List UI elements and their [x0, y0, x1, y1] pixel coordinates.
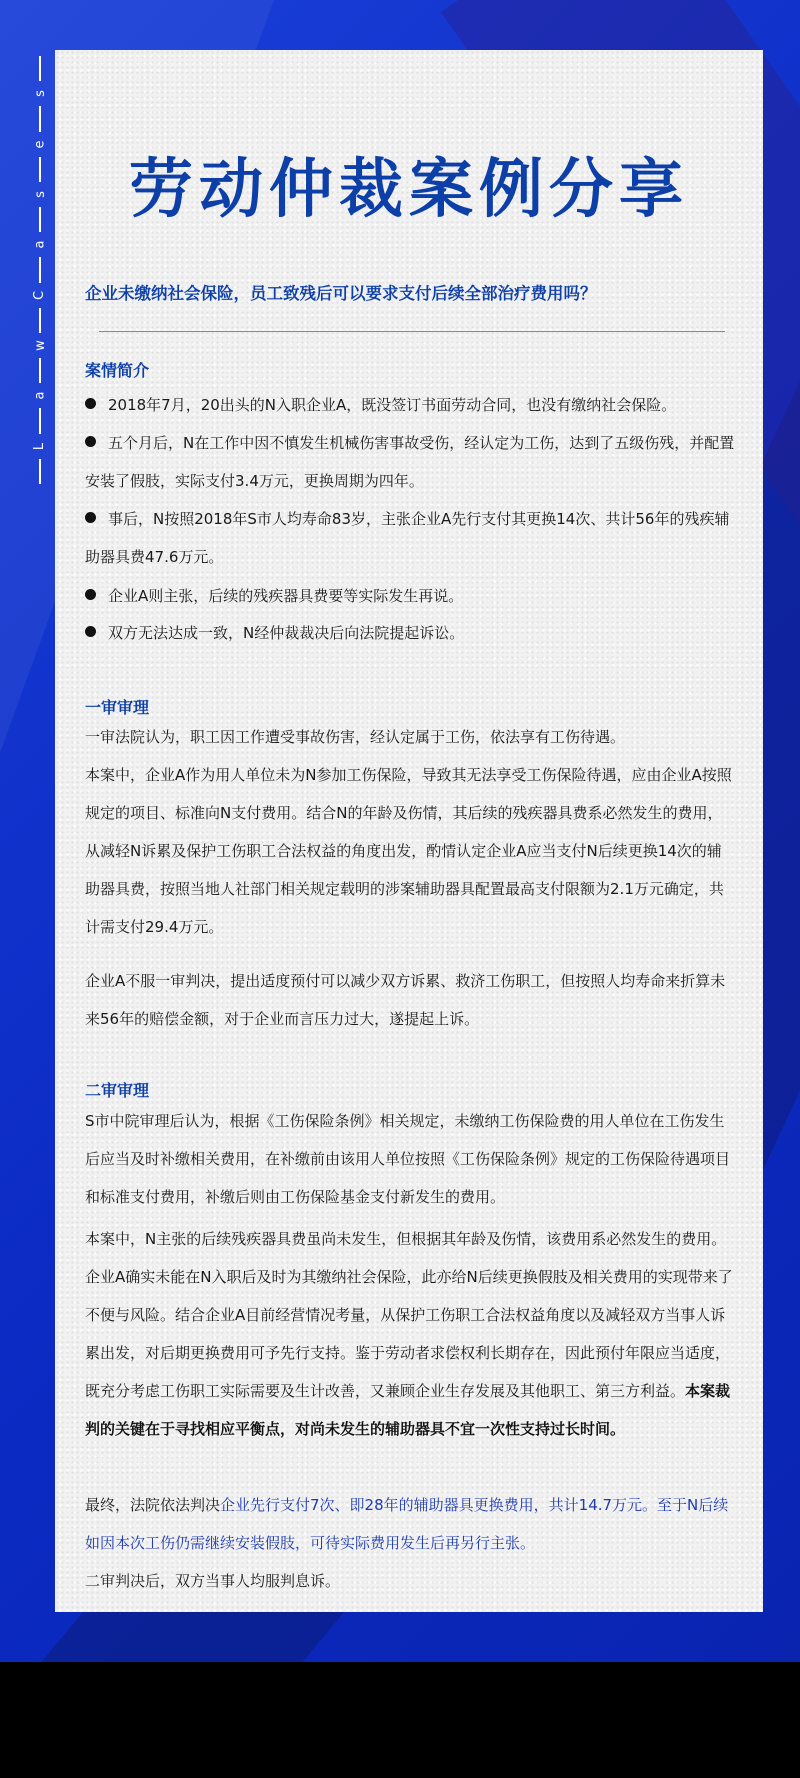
- case-bullet-text: 企业A则主张，后续的残疾器具费要等实际发生再说。: [108, 587, 464, 605]
- content-panel: [55, 50, 763, 1612]
- side-letter: a: [32, 240, 48, 249]
- bullet-dot: [85, 512, 96, 523]
- bullet-dot: [85, 436, 96, 447]
- case-bullet: [85, 386, 737, 424]
- side-letter: L: [32, 442, 48, 450]
- case-bullet: [85, 424, 737, 500]
- bullet-dot: [85, 626, 96, 637]
- page-title: 劳动仲裁案例分享: [129, 153, 689, 227]
- second-trial-text: 本案中，N主张的后续残疾器具费虽尚未发生，但根据其年龄及伤情，该费用系必然发生的费用。企业A确实未能在N入职后及时为其缴纳社会保险，此亦给N后续更换假肢及相关费用的实现带来了不便与风险。结合企业A目前经营情况考量，从保护工伤职工合法权益角度以及减轻双方当事人诉累出发，对后期更换费用可予先行支持。鉴于劳动者求偿权利长期存在，因此预付年限应当适度，既充分考虑工伤职工实际需要及生计改善，又兼顾企业生存发展及其他职工、第三方利益。: [85, 1230, 733, 1400]
- case-bullet: [85, 577, 737, 615]
- side-letter: s: [32, 191, 48, 198]
- section-heading-case: 案情简介: [85, 361, 150, 380]
- section-heading-first-trial: 一审审理: [85, 698, 150, 717]
- case-bullet: [85, 614, 737, 652]
- bullet-dot: [85, 398, 96, 409]
- case-bullet-text: 2018年7月，20出头的N入职企业A，既没签订书面劳动合同，也没有缴纳社会保险。: [108, 396, 677, 414]
- section-heading-second-trial: 二审审理: [85, 1081, 150, 1100]
- second-trial-paragraph: 二审判决后，双方当事人均服判息诉。: [85, 1572, 341, 1590]
- question-subtitle: 企业未缴纳社会保险，员工致残后可以要求支付后续全部治疗费用吗？: [85, 284, 597, 303]
- verdict-prefix: 最终，法院依法判决: [85, 1496, 221, 1514]
- second-trial-paragraph: [85, 1486, 733, 1562]
- case-bullet-text: 五个月后，N在工作中因不慎发生机械伤害事故受伤，经认定为工伤，达到了五级伤残，并配置安装了假肢，实际支付3.4万元，更换周期为四年。: [85, 434, 735, 490]
- side-letter: e: [32, 140, 48, 149]
- case-bullet-text: 双方无法达成一致，N经仲裁裁决后向法院提起诉讼。: [108, 624, 465, 642]
- second-trial-paragraph: S市中院审理后认为，根据《工伤保险条例》相关规定，未缴纳工伤保险费的用人单位在工伤发生后应当及时补缴相关费用，在补缴前由该用人单位按照《工伤保险条例》规定的工伤保险待遇项目和标准支付费用，补缴后则由工伤保险基金支付新发生的费用。: [85, 1112, 731, 1206]
- side-letter: s: [32, 90, 48, 98]
- second-trial-paragraph: [85, 1220, 733, 1448]
- case-bullet-text: 事后，N按照2018年S市人均寿命83岁，主张企业A先行支付其更换14次、共计56年的残疾辅助器具费47.6万元。: [85, 510, 730, 566]
- side-letter: a: [32, 391, 48, 400]
- first-trial-paragraph: 企业A不服一审判决，提出适度预付可以减少双方诉累、救济工伤职工，但按照人均寿命来折算未来56年的赔偿金额，对于企业而言压力过大，遂提起上诉。: [85, 972, 726, 1028]
- verdict-highlight: 企业先行支付7次、即28年的辅助器具更换费用，共计14.7万元。至于N后续如因本次工伤仍需继续安装假肢，可待实际费用发生后再另行主张。: [85, 1496, 729, 1552]
- side-letter: w: [32, 340, 48, 351]
- first-trial-paragraph: 一审法院认为，职工因工作遭受事故伤害，经认定属于工伤，依法享有工伤待遇。: [85, 728, 626, 746]
- divider: [99, 331, 725, 332]
- side-letter: C: [32, 290, 48, 300]
- first-trial-paragraph: 本案中，企业A作为用人单位未为N参加工伤保险，导致其无法享受工伤保险待遇，应由企业A按照规定的项目、标准向N支付费用。结合N的年龄及伤情，其后续的残疾器具费系必然发生的费用，从减轻N诉累及保护工伤职工合法权益的角度出发，酌情认定企业A应当支付N后续更换14次的辅助器具费，按照当地人社部门相关规定载明的涉案辅助器具配置最高支付限额为2.1万元确定，共计需支付29.4万元。: [85, 766, 732, 936]
- bullet-dot: [85, 589, 96, 600]
- side-vertical-label: [28, 50, 52, 490]
- case-bullet: [85, 500, 737, 576]
- key-point-text: 本案裁判的关键在于寻找相应平衡点，对尚未发生的辅助器具不宜一次性支持过长时间。: [85, 1382, 731, 1438]
